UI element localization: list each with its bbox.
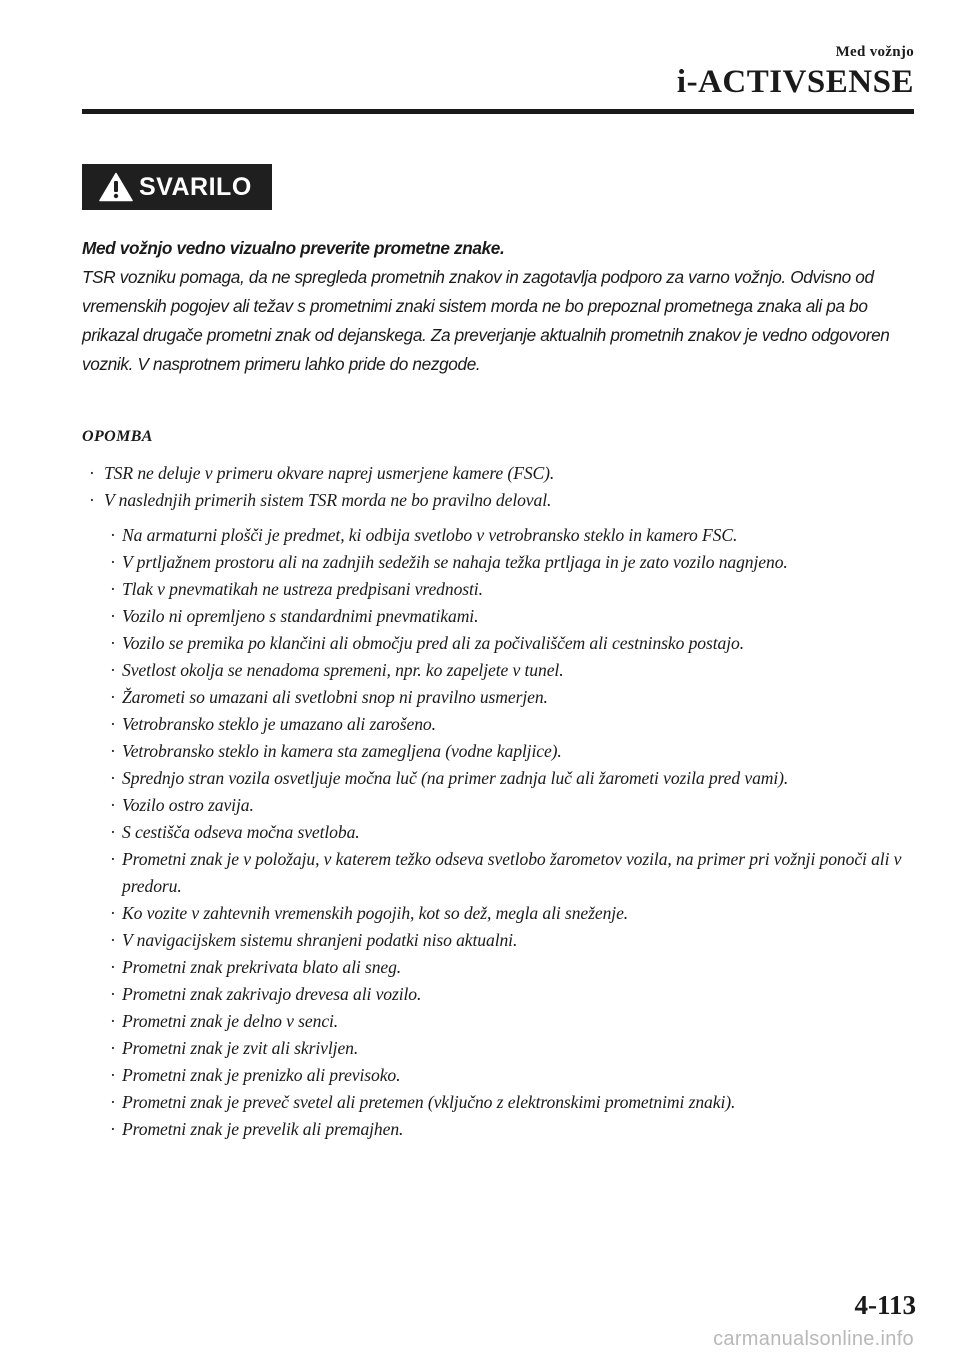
warning-badge	[82, 164, 272, 210]
chapter-title: i-ACTIVSENSE	[676, 64, 914, 100]
section-title: Med vožnjo	[835, 44, 914, 60]
condition-item: · Prometni znak je prevelik ali premajhen.	[122, 1116, 922, 1143]
warning-lead: Med vožnjo vedno vizualno preverite prometne znake.	[82, 238, 505, 258]
condition-item: · Vozilo ostro zavija.	[122, 792, 922, 819]
header-divider	[82, 109, 914, 114]
condition-item: · Prometni znak zakrivajo drevesa ali vozilo.	[122, 981, 922, 1008]
condition-item: · Vetrobransko steklo je umazano ali zarošeno.	[122, 711, 922, 738]
condition-item: · V navigacijskem sistemu shranjeni podatki niso aktualni.	[122, 927, 922, 954]
note-item-text: V naslednjih primerih sistem TSR morda ne bo pravilno deloval.	[104, 490, 552, 510]
condition-item: · Na armaturni plošči je predmet, ki odbija svetlobo v vetrobransko steklo in kamero FSC.	[122, 522, 922, 549]
warning-triangle-icon	[99, 172, 133, 202]
condition-item: · Prometni znak je zvit ali skrivljen.	[122, 1035, 922, 1062]
condition-item: · Prometni znak prekrivata blato ali sneg.	[122, 954, 922, 981]
note-item	[82, 487, 922, 1143]
warning-label: SVARILO	[139, 172, 252, 201]
condition-item: · Vozilo se premika po klančini ali območju pred ali za počivališčem ali cestninsko postajo.	[122, 630, 922, 657]
condition-item: · Prometni znak je prenizko ali previsoko.	[122, 1062, 922, 1089]
page-number: 4-113	[854, 1290, 916, 1320]
condition-item: · Prometni znak je v položaju, v katerem težko odseva svetlobo žarometov vozila, na primer pri vožnji ponoči ali v predoru.	[122, 846, 922, 900]
condition-item: · Ko vozite v zahtevnih vremenskih pogojih, kot so dež, megla ali sneženje.	[122, 900, 922, 927]
condition-item: · S cestišča odseva močna svetloba.	[122, 819, 922, 846]
condition-item: · Sprednjo stran vozila osvetljuje močna luč (na primer zadnja luč ali žarometi vozila pred vami).	[122, 765, 922, 792]
condition-item: · Prometni znak je delno v senci.	[122, 1008, 922, 1035]
note-heading: OPOMBA	[82, 428, 153, 445]
condition-list	[82, 522, 922, 1143]
condition-item: · Vozilo ni opremljeno s standardnimi pnevmatikami.	[122, 603, 922, 630]
warning-body	[82, 234, 912, 379]
watermark-text: carmanualsonline.info	[713, 1328, 914, 1350]
note-list	[82, 460, 922, 1143]
condition-item: · Žarometi so umazani ali svetlobni snop ni pravilno usmerjen.	[122, 684, 922, 711]
warning-text: TSR vozniku pomaga, da ne spregleda prometnih znakov in zagotavlja podporo za varno vožnjo. Odvisno od vremenskih pogojev ali težav s prometnimi znaki sistem morda ne bo prepoznal prometnega znaka ali pa bo prikazal drugače prometni znak od dejanskega. Za preverjanje aktualnih prometnih znakov je vedno odgovoren voznik. V nasprotnem primeru lahko pride do nezgode.	[82, 267, 890, 374]
condition-item: · Tlak v pnevmatikah ne ustreza predpisani vrednosti.	[122, 576, 922, 603]
condition-item: · V prtljažnem prostoru ali na zadnjih sedežih se nahaja težka prtljaga in je zato vozilo nagnjeno.	[122, 549, 922, 576]
note-item: · TSR ne deluje v primeru okvare naprej usmerjene kamere (FSC).	[82, 460, 922, 487]
condition-item: · Vetrobransko steklo in kamera sta zamegljena (vodne kapljice).	[122, 738, 922, 765]
condition-item: · Prometni znak je preveč svetel ali pretemen (vključno z elektronskimi prometnimi znaki).	[122, 1089, 922, 1116]
condition-item: · Svetlost okolja se nenadoma spremeni, npr. ko zapeljete v tunel.	[122, 657, 922, 684]
